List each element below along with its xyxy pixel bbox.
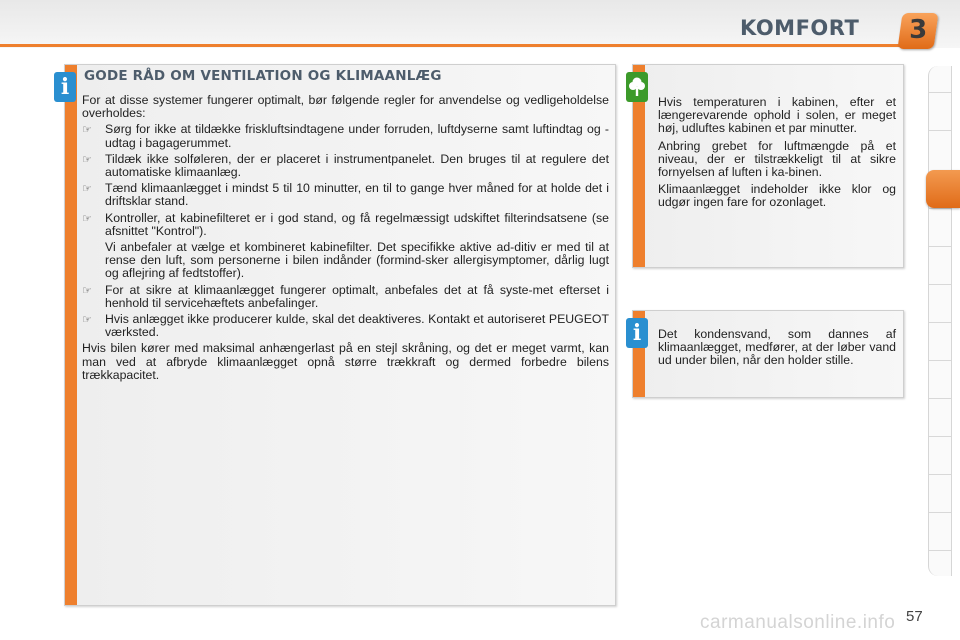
nav-tab-divider: [929, 92, 951, 93]
pointing-hand-icon: ☞: [82, 211, 92, 225]
tree-icon: [626, 72, 648, 102]
list-item-text: Sørg for ikke at tildække friskluftsindtagene under forruden, luftdyserne samt luftindtag og -udtag i bagagerummet.: [105, 122, 609, 150]
list-item: [82, 284, 609, 310]
intro-paragraph: For at disse systemer fungerer optimalt, bør følgende regler for anvendelse og vedligeholdelse overholdes:: [82, 93, 609, 121]
page-number: 57: [906, 608, 923, 625]
header-accent-line: [0, 44, 905, 47]
info-icon: i: [626, 318, 648, 348]
list-item-text: For at sikre at klimaanlægget fungerer optimalt, anbefales det at få syste-met efterset i henhold til servicehæftets anbefalinger.: [105, 282, 609, 310]
nav-tab-divider: [929, 398, 951, 399]
info-paragraph: Det kondensvand, som dannes af klimaanlægget, medfører, at der løber vand ud under bilen, når den holder stille.: [658, 327, 896, 368]
nav-tab-divider: [929, 512, 951, 513]
list-item-text: Tænd klimaanlægget i mindst 5 til 10 minutter, en til to gange hver måned for at holde det i driftsklar stand.: [105, 181, 609, 209]
chapter-number: 3: [909, 15, 928, 45]
outro-paragraph: Hvis bilen kører med maksimal anhængerlast på en stejl skråning, og det er meget varmt, kan man ved at afbryde klimaanlægget opnå større trækkraft og dermed forbedre bilens trækkapacitet.: [82, 341, 609, 382]
nav-tab-divider: [929, 246, 951, 247]
pointing-hand-icon: ☞: [82, 313, 92, 327]
nav-tab-divider: [929, 436, 951, 437]
nav-tab-divider: [929, 550, 951, 551]
info-icon: i: [54, 72, 76, 102]
nav-tab-divider: [929, 130, 951, 131]
eco-tip-text: [658, 96, 896, 214]
chapter-nav-tabs[interactable]: [928, 66, 952, 576]
pointing-hand-icon: ☞: [82, 152, 92, 166]
nav-tab-divider: [929, 360, 951, 361]
main-body-text: [82, 94, 609, 385]
pointing-hand-icon: ☞: [82, 182, 92, 196]
list-item: [82, 182, 609, 208]
panel-accent-stripe: [65, 65, 77, 605]
nav-tab-divider: [929, 284, 951, 285]
chapter-title: KOMFORT: [740, 16, 860, 40]
condensation-text: [658, 328, 896, 372]
nav-tab-divider: [929, 322, 951, 323]
nav-tab-divider: [929, 474, 951, 475]
chapter-badge: [897, 13, 938, 49]
list-item: [82, 153, 609, 179]
list-item-text: Kontroller, at kabinefilteret er i god stand, og få regelmæssigt udskiftet filterindsatsene (se afsnittet "Kontrol").: [105, 210, 609, 238]
eco-paragraph: Anbring grebet for luftmængde på et niveau, der er tilstrækkeligt til at sikre fornyelsen af luften i ka-binen.: [658, 138, 896, 180]
active-chapter-tab[interactable]: [926, 170, 960, 208]
list-item: [82, 123, 609, 149]
list-item: [82, 313, 609, 339]
list-item-text: Hvis anlægget ikke producerer kulde, skal det deaktiveres. Kontakt et autoriseret PEUGEOT værksted.: [105, 312, 609, 340]
list-item-text: Tildæk ikke solføleren, der er placeret i instrumentpanelet. Den bruges til at regulere det automatiske klimaanlæg.: [105, 151, 609, 180]
watermark: carmanualsonline.info: [700, 612, 896, 633]
filter-note: Vi anbefaler at vælge et kombineret kabinefilter. Det specifikke aktive ad-ditiv er med til at rense den luft, som personerne i bilen indånder (formind-sker allergisymptomer, dårlig lugt og aflejring af fedtstoffer).: [105, 240, 609, 281]
nav-tab-divider: [929, 208, 951, 209]
pointing-hand-icon: ☞: [82, 283, 92, 297]
eco-paragraph: Hvis temperaturen i kabinen, efter et længerevarende ophold i solen, er meget høj, udluftes kabinen et par minutter.: [658, 95, 896, 136]
pointing-hand-icon: ☞: [82, 123, 92, 137]
list-item: [82, 212, 609, 238]
eco-paragraph: Klimaanlægget indeholder ikke klor og udgør ingen fare for ozonlaget.: [658, 182, 896, 210]
section-title: GODE RÅD OM VENTILATION OG KLIMAANLÆG: [84, 68, 442, 84]
